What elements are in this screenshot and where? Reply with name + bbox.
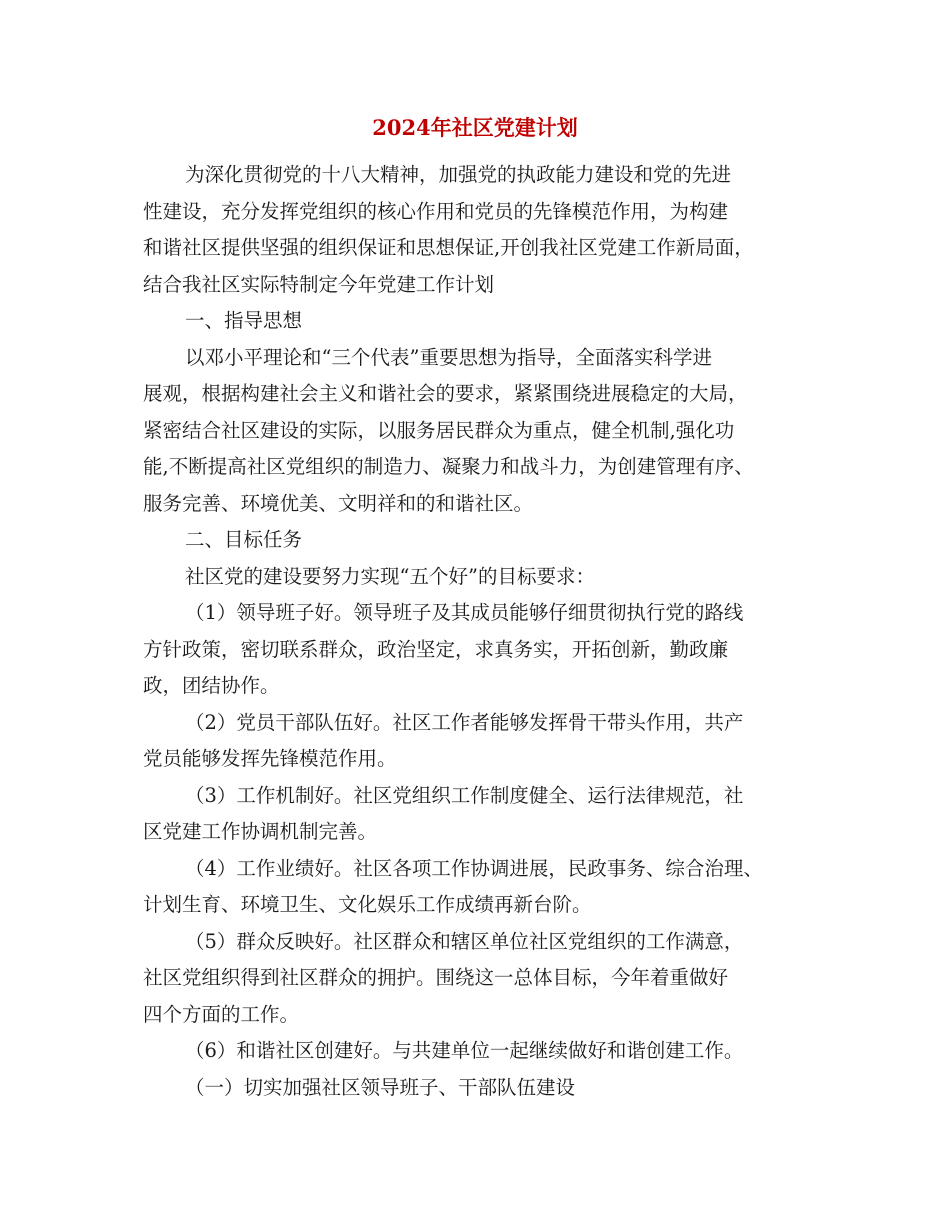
body-line: （3）工作机制好。社区党组织工作制度健全、运行法律规范，社 <box>185 783 744 807</box>
body-line: 区党建工作协调机制完善。 <box>143 820 378 843</box>
body-line: （一）切实加强社区领导班子、干部队伍建设 <box>185 1075 576 1099</box>
body-line: （2）党员干部队伍好。社区工作者能够发挥骨干带头作用，共产 <box>185 710 744 734</box>
body-line: 社区党组织得到社区群众的拥护。围绕这一总体目标，今年着重做好 <box>143 966 729 989</box>
body-line: 性建设，充分发挥党组织的核心作用和党员的先锋模范作用，为构建 <box>143 199 729 223</box>
body-line: 社区党的建设要努力实现“五个好”的目标要求： <box>185 564 595 588</box>
body-line: 一、指导思想 <box>185 309 303 332</box>
body-line: （4）工作业绩好。社区各项工作协调进展，民政事务、综合治理、 <box>185 856 763 880</box>
body-line: 服务完善、环境优美、文明祥和的和谐社区。 <box>143 491 534 515</box>
body-line: 结合我社区实际特制定今年党建工作计划 <box>143 272 495 296</box>
body-line: （1）领导班子好。领导班子及其成员能够仔细贯彻执行党的路线 <box>185 601 744 624</box>
body-line: 方针政策，密切联系群众，政治坚定，求真务实，开拓创新，勤政廉 <box>143 637 729 661</box>
body-line: 四个方面的工作。 <box>143 1002 300 1026</box>
body-line: 能,不断提高社区党组织的制造力、凝聚力和战斗力，为创建管理有序、 <box>143 455 754 478</box>
document-body <box>143 157 823 1106</box>
body-line: 政，团结协作。 <box>143 674 280 697</box>
body-line: 二、目标任务 <box>185 528 303 551</box>
body-line: 和谐社区提供坚强的组织保证和思想保证,开创我社区党建工作新局面， <box>143 236 754 259</box>
body-line: （6）和谐社区创建好。与共建单位一起继续做好和谐创建工作。 <box>185 1039 744 1062</box>
body-line: 党员能够发挥先锋模范作用。 <box>143 747 397 770</box>
body-line: 紧密结合社区建设的实际，以服务居民群众为重点，健全机制,强化功 <box>143 418 735 442</box>
document-title: 2024年社区党建计划 <box>372 115 578 140</box>
body-line: 展观，根据构建社会主义和谐社会的要求，紧紧围绕进展稳定的大局， <box>143 382 748 405</box>
body-line: （5）群众反映好。社区群众和辖区单位社区党组织的工作满意， <box>185 929 744 953</box>
body-line: 计划生育、环境卫生、文化娱乐工作成绩再新台阶。 <box>143 893 592 916</box>
body-line: 以邓小平理论和“三个代表”重要思想为指导，全面落实科学进 <box>185 345 712 369</box>
body-line: 为深化贯彻党的十八大精神，加强党的执政能力建设和党的先进 <box>185 163 732 186</box>
